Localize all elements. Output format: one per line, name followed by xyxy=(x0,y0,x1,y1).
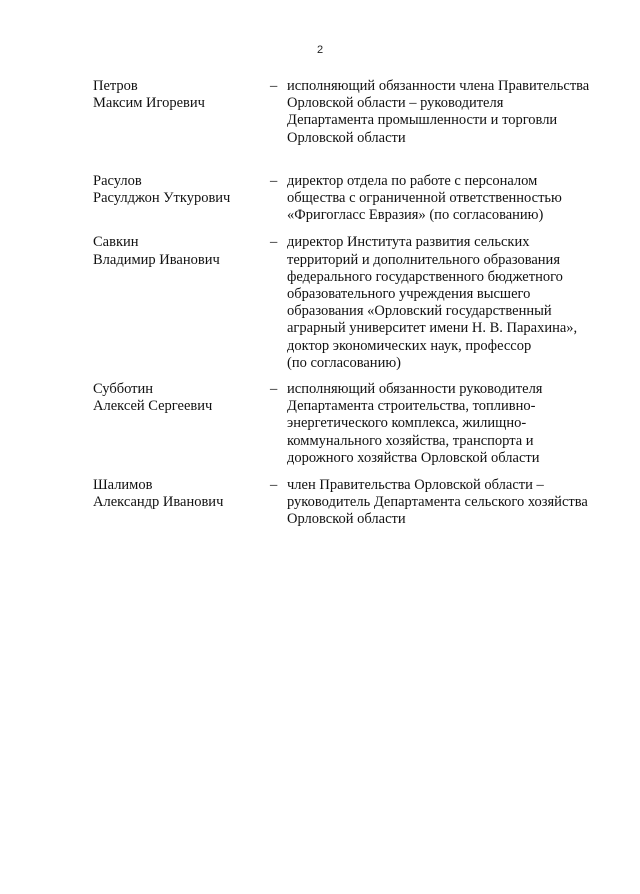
member-entry-subbotin xyxy=(0,381,640,467)
member-position xyxy=(287,173,613,225)
member-list xyxy=(0,78,640,529)
position-line: «Фригогласс Евразия» (по согласованию) xyxy=(287,207,544,224)
position-line: директор отдела по работе с персоналом xyxy=(287,172,538,189)
member-name xyxy=(0,234,270,372)
position-line: доктор экономических наук, профессор xyxy=(287,337,532,354)
member-given-names: Александр Иванович xyxy=(93,494,224,511)
member-position xyxy=(287,477,613,529)
member-surname: Савкин xyxy=(93,234,139,251)
position-line: коммунального хозяйства, транспорта и xyxy=(287,432,534,449)
position-line: энергетического комплекса, жилищно- xyxy=(287,415,527,432)
member-position xyxy=(287,78,613,147)
member-position xyxy=(287,381,613,467)
position-line: федерального государственного бюджетного xyxy=(287,268,563,285)
member-name xyxy=(0,173,270,225)
member-entry-shalimov xyxy=(0,477,640,529)
entry-dash: – xyxy=(270,381,278,398)
position-line: исполняющий обязанности члена Правительства xyxy=(287,78,590,94)
position-line: Департамента строительства, топливно- xyxy=(287,398,536,415)
member-surname: Расулов xyxy=(93,172,142,189)
member-surname: Петров xyxy=(93,78,138,94)
member-given-names: Алексей Сергеевич xyxy=(93,398,213,415)
position-line: член Правительства Орловской области – xyxy=(287,477,544,494)
member-name xyxy=(0,381,270,467)
member-entry-rasulov xyxy=(0,173,640,225)
position-line: общества с ограниченной ответственностью xyxy=(287,190,562,207)
member-name xyxy=(0,78,270,147)
page-number: 2 xyxy=(316,44,324,56)
member-position xyxy=(287,234,613,372)
position-line: аграрный университет имени Н. В. Парахина», xyxy=(287,320,578,337)
entry-dash: – xyxy=(270,234,278,251)
position-line: Орловской области xyxy=(287,129,406,146)
position-line: исполняющий обязанности руководителя xyxy=(287,381,543,398)
member-surname: Субботин xyxy=(93,381,154,398)
entry-dash: – xyxy=(270,477,278,494)
position-line: директор Института развития сельских xyxy=(287,234,530,251)
member-name xyxy=(0,477,270,529)
entry-dash: – xyxy=(270,172,278,189)
position-line: территорий и дополнительного образования xyxy=(287,251,560,268)
position-line: Департамента промышленности и торговли xyxy=(287,112,558,129)
entry-dash: – xyxy=(270,78,278,94)
position-line: образования «Орловский государственный xyxy=(287,303,552,320)
member-given-names: Максим Игоревич xyxy=(93,95,205,112)
member-entry-savkin xyxy=(0,234,640,372)
member-surname: Шалимов xyxy=(93,477,153,494)
position-line: Орловской области – руководителя xyxy=(287,95,504,112)
position-line: Орловской области xyxy=(287,511,406,528)
position-line: (по согласованию) xyxy=(287,354,401,371)
member-given-names: Владимир Иванович xyxy=(93,251,220,268)
member-given-names: Расулджон Уткурович xyxy=(93,190,231,207)
position-line: дорожного хозяйства Орловской области xyxy=(287,449,540,466)
position-line: руководитель Департамента сельского хозяйства xyxy=(287,494,588,511)
position-line: образовательного учреждения высшего xyxy=(287,286,531,303)
member-entry-petrov xyxy=(0,78,640,147)
